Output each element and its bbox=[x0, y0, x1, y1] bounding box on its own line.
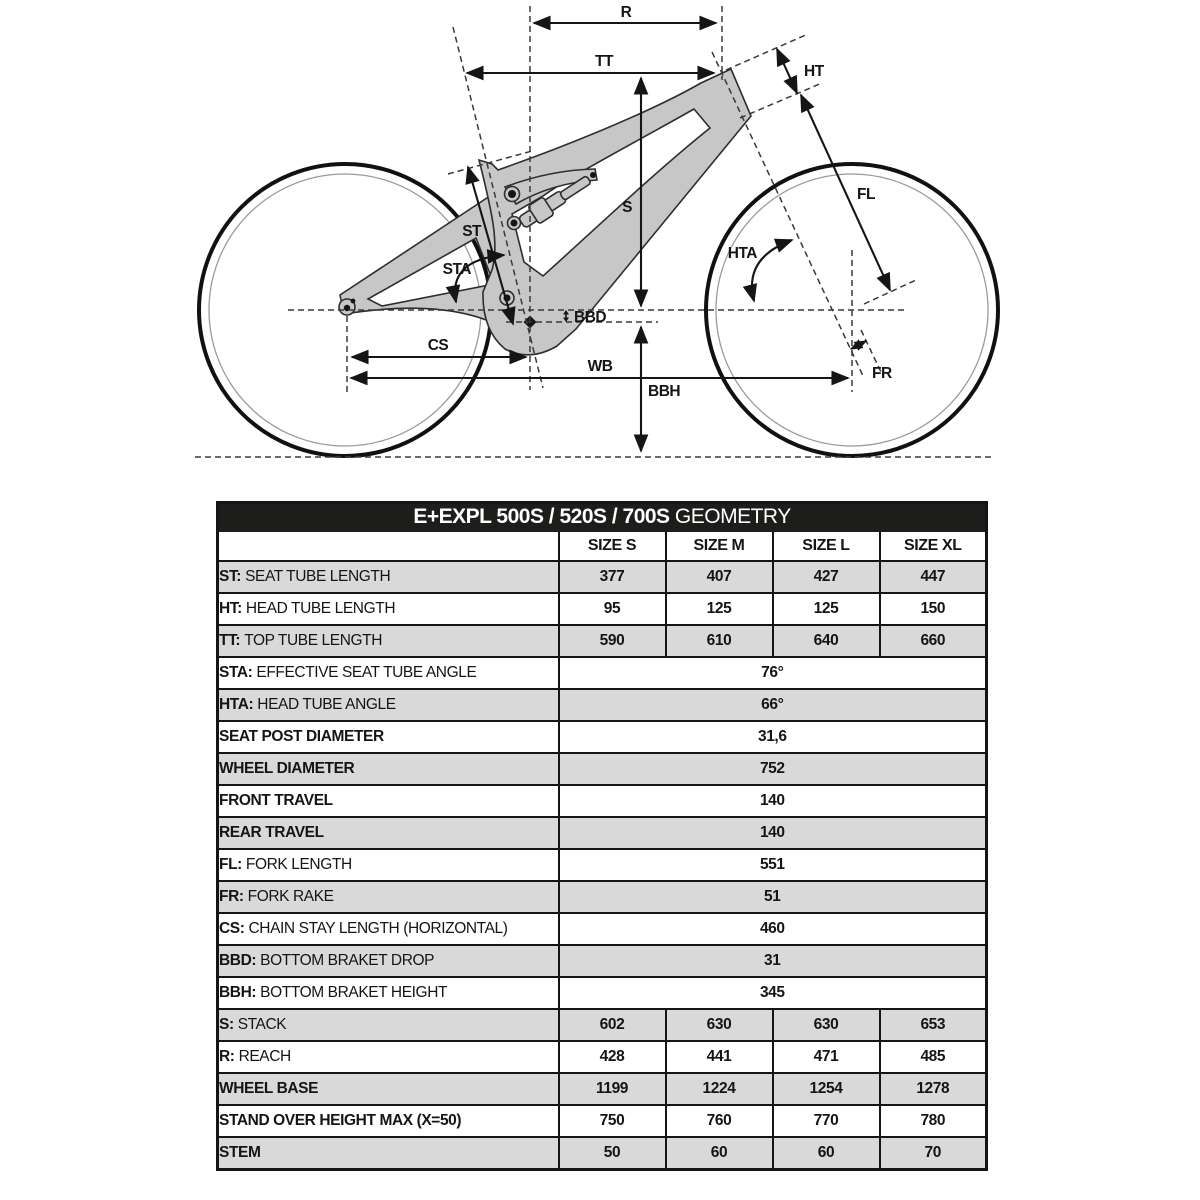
spec-label-text: FORK LENGTH bbox=[245, 856, 352, 873]
table-row bbox=[218, 625, 987, 657]
spec-label-text: WHEEL BASE bbox=[219, 1080, 319, 1097]
spec-value-cell: 1199 bbox=[559, 1073, 666, 1105]
spec-label-text: FORK RAKE bbox=[247, 888, 334, 905]
table-row bbox=[218, 817, 987, 849]
fork-rake-arrow bbox=[851, 341, 866, 349]
spec-label-cell bbox=[218, 625, 559, 657]
label-bb-height: BBH bbox=[648, 383, 681, 400]
size-header-l: SIZE L bbox=[773, 531, 880, 561]
label-head-tube-angle: HTA bbox=[727, 245, 757, 262]
table-row bbox=[218, 849, 987, 881]
spec-label-prefix: S: bbox=[219, 1016, 234, 1033]
size-header-empty bbox=[218, 531, 559, 561]
spec-value-cell: 640 bbox=[773, 625, 880, 657]
spec-label-cell bbox=[218, 657, 559, 689]
spec-label-text: TOP TUBE LENGTH bbox=[244, 632, 383, 649]
spec-label-cell bbox=[218, 689, 559, 721]
steering-axis bbox=[712, 52, 864, 378]
spec-value-cell: 770 bbox=[773, 1105, 880, 1137]
spec-label-cell bbox=[218, 1073, 559, 1105]
label-chain-stay: CS bbox=[427, 337, 449, 354]
table-title-model: E+EXPL 500S / 520S / 700S bbox=[413, 505, 670, 528]
table-title bbox=[218, 503, 987, 532]
spec-value-cell: 660 bbox=[880, 625, 987, 657]
spec-value-cell: 70 bbox=[880, 1137, 987, 1170]
spec-value-cell: 427 bbox=[773, 561, 880, 593]
head-tube-arrow bbox=[777, 49, 797, 93]
spec-label-prefix: BBH: bbox=[219, 984, 257, 1001]
table-row bbox=[218, 657, 987, 689]
table-row bbox=[218, 593, 987, 625]
size-header-s: SIZE S bbox=[559, 531, 666, 561]
table-row bbox=[218, 753, 987, 785]
label-seat-tube: ST bbox=[462, 223, 481, 240]
table-title-word: GEOMETRY bbox=[674, 505, 791, 528]
spec-label-prefix: HTA: bbox=[219, 696, 254, 713]
head-tube-top-perpendicular bbox=[726, 34, 808, 70]
spec-label-prefix: STA: bbox=[219, 664, 253, 681]
spec-label-cell bbox=[218, 945, 559, 977]
spec-label-text: CHAIN STAY LENGTH (HORIZONTAL) bbox=[248, 920, 508, 937]
spec-label-cell bbox=[218, 561, 559, 593]
spec-value-cell: 760 bbox=[666, 1105, 773, 1137]
spec-label-cell bbox=[218, 785, 559, 817]
label-head-tube: HT bbox=[804, 63, 824, 80]
spec-label-prefix: R: bbox=[219, 1048, 235, 1065]
spec-value-cell: 377 bbox=[559, 561, 666, 593]
table-row bbox=[218, 1105, 987, 1137]
spec-label-text: REAR TRAVEL bbox=[219, 824, 324, 841]
spec-value-cell: 407 bbox=[666, 561, 773, 593]
spec-value-merged-cell: 140 bbox=[559, 785, 987, 817]
spec-value-merged-cell: 551 bbox=[559, 849, 987, 881]
spec-label-prefix: HT: bbox=[219, 600, 242, 617]
table-row bbox=[218, 1009, 987, 1041]
table-row bbox=[218, 785, 987, 817]
table-row bbox=[218, 561, 987, 593]
spec-value-cell: 50 bbox=[559, 1137, 666, 1170]
size-header-xl: SIZE XL bbox=[880, 531, 987, 561]
table-row bbox=[218, 1073, 987, 1105]
spec-label-cell bbox=[218, 753, 559, 785]
label-fork-rake: FR bbox=[872, 365, 892, 382]
label-reach: R bbox=[620, 4, 632, 21]
table-row bbox=[218, 1137, 987, 1170]
spec-value-merged-cell: 140 bbox=[559, 817, 987, 849]
spec-label-cell bbox=[218, 1137, 559, 1170]
spec-label-cell bbox=[218, 593, 559, 625]
spec-label-cell bbox=[218, 721, 559, 753]
spec-value-cell: 630 bbox=[773, 1009, 880, 1041]
table-row bbox=[218, 945, 987, 977]
spec-value-merged-cell: 51 bbox=[559, 881, 987, 913]
label-bb-drop: BBD bbox=[574, 309, 607, 326]
spec-label-cell bbox=[218, 849, 559, 881]
label-fork-length: FL bbox=[857, 186, 875, 203]
spec-label-text: REACH bbox=[238, 1048, 291, 1065]
spec-label-prefix: FL: bbox=[219, 856, 242, 873]
spec-label-cell bbox=[218, 817, 559, 849]
spec-label-cell bbox=[218, 1105, 559, 1137]
table-title-row bbox=[218, 503, 987, 532]
spec-label-cell bbox=[218, 881, 559, 913]
spec-label-prefix: CS: bbox=[219, 920, 245, 937]
spec-label-text: EFFECTIVE SEAT TUBE ANGLE bbox=[256, 664, 477, 681]
spec-value-cell: 125 bbox=[773, 593, 880, 625]
table-header-row bbox=[218, 531, 987, 561]
spec-value-cell: 750 bbox=[559, 1105, 666, 1137]
geometry-table bbox=[216, 501, 988, 1171]
bike-geometry-diagram bbox=[0, 0, 1200, 480]
spec-value-cell: 780 bbox=[880, 1105, 987, 1137]
spec-label-prefix: ST: bbox=[219, 568, 242, 585]
spec-label-text: WHEEL DIAMETER bbox=[219, 760, 355, 777]
spec-label-cell bbox=[218, 913, 559, 945]
spec-value-cell: 630 bbox=[666, 1009, 773, 1041]
label-wheel-base: WB bbox=[587, 358, 613, 375]
spec-value-cell: 610 bbox=[666, 625, 773, 657]
label-stack: S bbox=[622, 199, 632, 216]
table-row bbox=[218, 913, 987, 945]
spec-value-cell: 447 bbox=[880, 561, 987, 593]
fork-length-arrow bbox=[801, 95, 890, 290]
spec-value-cell: 150 bbox=[880, 593, 987, 625]
spec-label-text: BOTTOM BRAKET HEIGHT bbox=[260, 984, 448, 1001]
spec-value-cell: 60 bbox=[666, 1137, 773, 1170]
spec-label-text: SEAT POST DIAMETER bbox=[219, 728, 384, 745]
size-header-m: SIZE M bbox=[666, 531, 773, 561]
spec-value-cell: 1224 bbox=[666, 1073, 773, 1105]
spec-label-text: HEAD TUBE LENGTH bbox=[245, 600, 396, 617]
spec-value-cell: 428 bbox=[559, 1041, 666, 1073]
head-tube-angle-arc bbox=[752, 240, 792, 301]
spec-value-merged-cell: 31 bbox=[559, 945, 987, 977]
spec-value-cell: 485 bbox=[880, 1041, 987, 1073]
spec-label-text: FRONT TRAVEL bbox=[219, 792, 333, 809]
table-row bbox=[218, 1041, 987, 1073]
spec-value-merged-cell: 345 bbox=[559, 977, 987, 1009]
spec-label-cell bbox=[218, 1041, 559, 1073]
spec-value-merged-cell: 460 bbox=[559, 913, 987, 945]
spec-value-cell: 590 bbox=[559, 625, 666, 657]
spec-value-cell: 471 bbox=[773, 1041, 880, 1073]
spec-value-cell: 441 bbox=[666, 1041, 773, 1073]
spec-value-merged-cell: 31,6 bbox=[559, 721, 987, 753]
label-top-tube: TT bbox=[595, 53, 613, 70]
spec-value-cell: 1254 bbox=[773, 1073, 880, 1105]
spec-label-text: HEAD TUBE ANGLE bbox=[257, 696, 396, 713]
spec-value-cell: 60 bbox=[773, 1137, 880, 1170]
spec-value-merged-cell: 752 bbox=[559, 753, 987, 785]
spec-value-cell: 125 bbox=[666, 593, 773, 625]
table-row bbox=[218, 721, 987, 753]
fork-length-end-perpendicular bbox=[864, 280, 916, 304]
spec-value-cell: 1278 bbox=[880, 1073, 987, 1105]
spec-label-text: STAND OVER HEIGHT MAX (X=50) bbox=[219, 1112, 462, 1129]
spec-label-text: BOTTOM BRAKET DROP bbox=[260, 952, 435, 969]
spec-label-text: STEM bbox=[219, 1144, 261, 1161]
label-seat-tube-angle: STA bbox=[442, 261, 471, 278]
spec-value-merged-cell: 76° bbox=[559, 657, 987, 689]
spec-label-prefix: BBD: bbox=[219, 952, 257, 969]
spec-value-cell: 95 bbox=[559, 593, 666, 625]
spec-value-cell: 602 bbox=[559, 1009, 666, 1041]
spec-label-text: STACK bbox=[237, 1016, 287, 1033]
table-row bbox=[218, 689, 987, 721]
spec-label-prefix: FR: bbox=[219, 888, 244, 905]
spec-label-text: SEAT TUBE LENGTH bbox=[245, 568, 391, 585]
spec-label-cell bbox=[218, 1009, 559, 1041]
spec-label-cell bbox=[218, 977, 559, 1009]
spec-value-cell: 653 bbox=[880, 1009, 987, 1041]
spec-value-merged-cell: 66° bbox=[559, 689, 987, 721]
table-row bbox=[218, 977, 987, 1009]
spec-label-prefix: TT: bbox=[219, 632, 241, 649]
main-frame bbox=[479, 69, 751, 355]
table-row bbox=[218, 881, 987, 913]
